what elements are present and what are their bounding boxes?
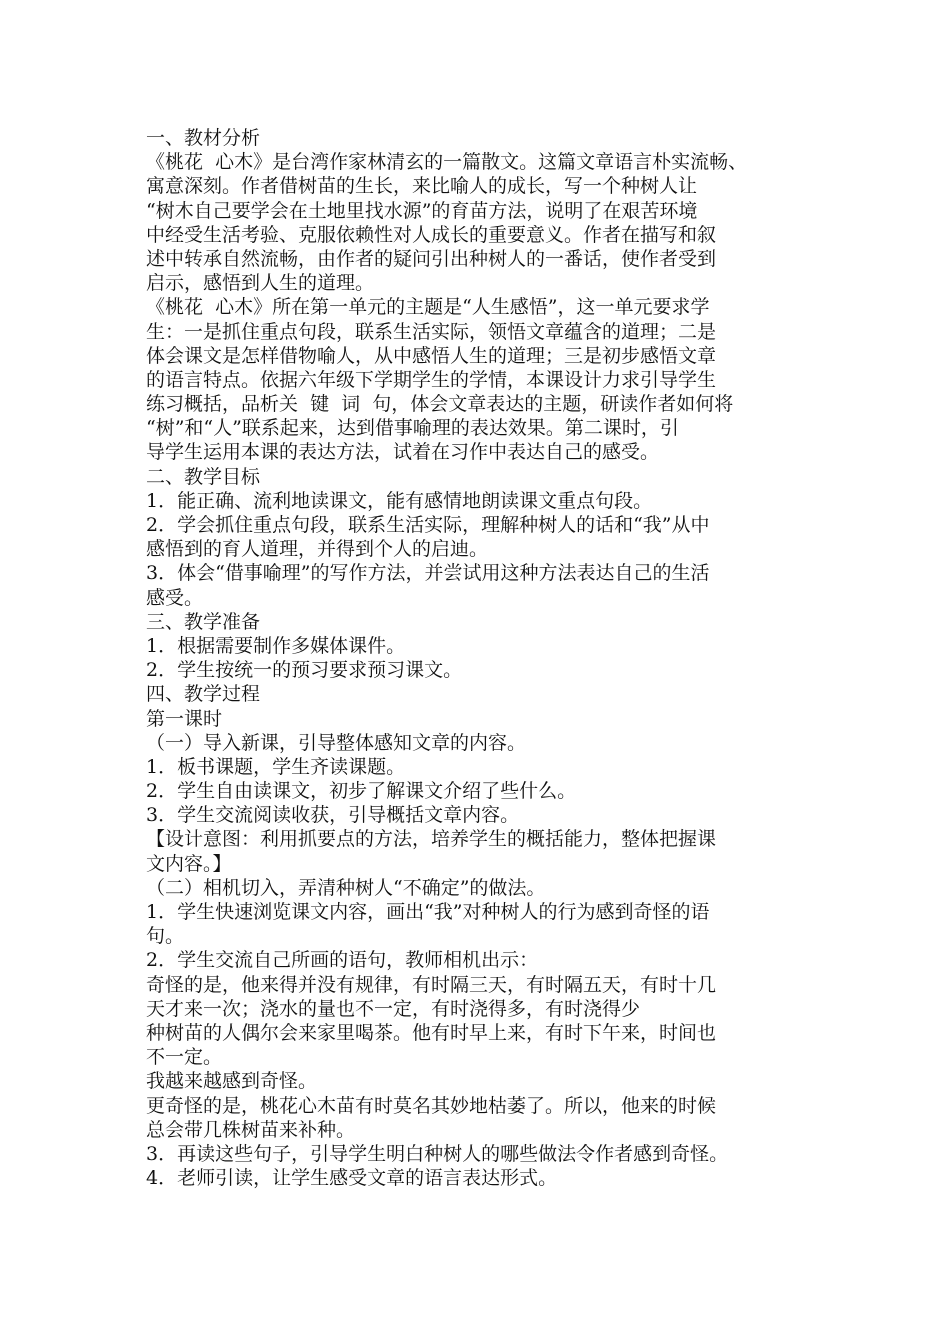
list-item: 3．体会“借事喻理”的写作方法，并尝试用这种方法表达自己的生活 (146, 562, 710, 585)
list-item: 1．学生快速浏览课文内容，画出“我”对种树人的行为感到奇怪的语 (146, 901, 710, 923)
quoted-passage-line: 更奇怪的是，桃花心木苗有时莫名其妙地枯萎了。所以，他来的时候 (146, 1094, 717, 1117)
list-item: 2．学会抓住重点句段，联系生活实际，理解种树人的话和“我”从中 (146, 514, 710, 536)
design-intent-note: 文内容。】 (146, 852, 232, 875)
list-item: 4．老师引读，让学生感受文章的语言表达形式。 (146, 1167, 558, 1190)
design-intent-note: 【设计意图：利用抓要点的方法，培养学生的概括能力，整体把握课 (146, 828, 717, 851)
section-heading-teaching-goals: 二、教学目标 (146, 465, 261, 488)
paragraph-line: “树”和“人”联系起来，达到借事喻理的表达效果。第二课时，引 (146, 417, 679, 440)
document-body (146, 126, 818, 1190)
quoted-passage-line: 我越来越感到奇怪。 (146, 1070, 318, 1093)
list-item: 1．板书课题，学生齐读课题。 (146, 755, 406, 778)
list-item: 2．学生自由读课文，初步了解课文介绍了些什么。 (146, 780, 577, 803)
quoted-passage-line: 种树苗的人偶尔会来家里喝茶。他有时早上来，有时下午来，时间也 (146, 1021, 717, 1044)
paragraph-line: 练习概括，品析关 键 词 句，体会文章表达的主题，研读作者如何将 (146, 393, 734, 416)
subheading-step: （一）导入新课，引导整体感知文章的内容。 (146, 731, 527, 754)
paragraph-line: 的语言特点。依据六年级下学期学生的学情，本课设计力求引导学生 (146, 368, 717, 391)
quoted-passage-line: 不一定。 (146, 1046, 223, 1069)
quoted-passage-line: 总会带几株树苗来补种。 (146, 1118, 356, 1141)
list-item: 3．学生交流阅读收获，引导概括文章内容。 (146, 804, 520, 827)
paragraph-line: 生：一是抓住重点句段，联系生活实际，领悟文章蕴含的道理；二是 (146, 320, 717, 343)
list-item: 2．学生按统一的预习要求预习课文。 (146, 659, 463, 682)
paragraph-line: 《桃花 心木》所在第一单元的主题是“人生感悟”，这一单元要求学 (146, 296, 710, 319)
list-item: 1．能正确、流利地读课文，能有感情地朗读课文重点句段。 (146, 489, 653, 512)
list-item-continuation: 感悟到的育人道理，并得到个人的启迪。 (146, 538, 489, 561)
section-heading-textbook-analysis: 一、教材分析 (146, 127, 261, 149)
subheading-step: （二）相机切入，弄清种树人“不确定”的做法。 (146, 876, 546, 899)
quoted-passage-line: 奇怪的是，他来得并没有规律，有时隔三天，有时隔五天，有时十几 (146, 973, 717, 996)
paragraph-line: 《桃花 心木》是台湾作家林清玄的一篇散文。这篇文章语言朴实流畅、 (146, 151, 748, 174)
paragraph-line: 体会课文是怎样借物喻人，从中感悟人生的道理；三是初步感悟文章 (146, 344, 717, 367)
section-heading-teaching-preparation: 三、教学准备 (146, 610, 261, 633)
quoted-passage-line: 天才来一次；浇水的量也不一定，有时浇得多，有时浇得少 (146, 997, 641, 1020)
paragraph-line: “树木自己要学会在土地里找水源”的育苗方法，说明了在艰苦环境 (146, 199, 698, 222)
paragraph-line: 述中转承自然流畅，由作者的疑问引出种树人的一番话，使作者受到 (146, 247, 717, 270)
paragraph-line: 中经受生活考验、克服依赖性对人成长的重要意义。作者在描写和叙 (146, 223, 717, 246)
list-item: 3．再读这些句子，引导学生明白种树人的哪些做法令作者感到奇怪。 (146, 1142, 729, 1165)
paragraph-line: 启示，感悟到人生的道理。 (146, 272, 375, 295)
paragraph-line: 寓意深刻。作者借树苗的生长，来比喻人的成长，写一个种树人让 (146, 175, 698, 198)
paragraph-line: 导学生运用本课的表达方法，试着在习作中表达自己的感受。 (146, 441, 660, 464)
section-heading-teaching-process: 四、教学过程 (146, 683, 261, 706)
subheading-first-lesson: 第一课时 (146, 707, 223, 730)
list-item-continuation: 句。 (146, 925, 185, 948)
list-item: 2．学生交流自己所画的语句，教师相机出示： (146, 949, 539, 972)
list-item-continuation: 感受。 (146, 586, 204, 609)
list-item: 1．根据需要制作多媒体课件。 (146, 634, 406, 657)
